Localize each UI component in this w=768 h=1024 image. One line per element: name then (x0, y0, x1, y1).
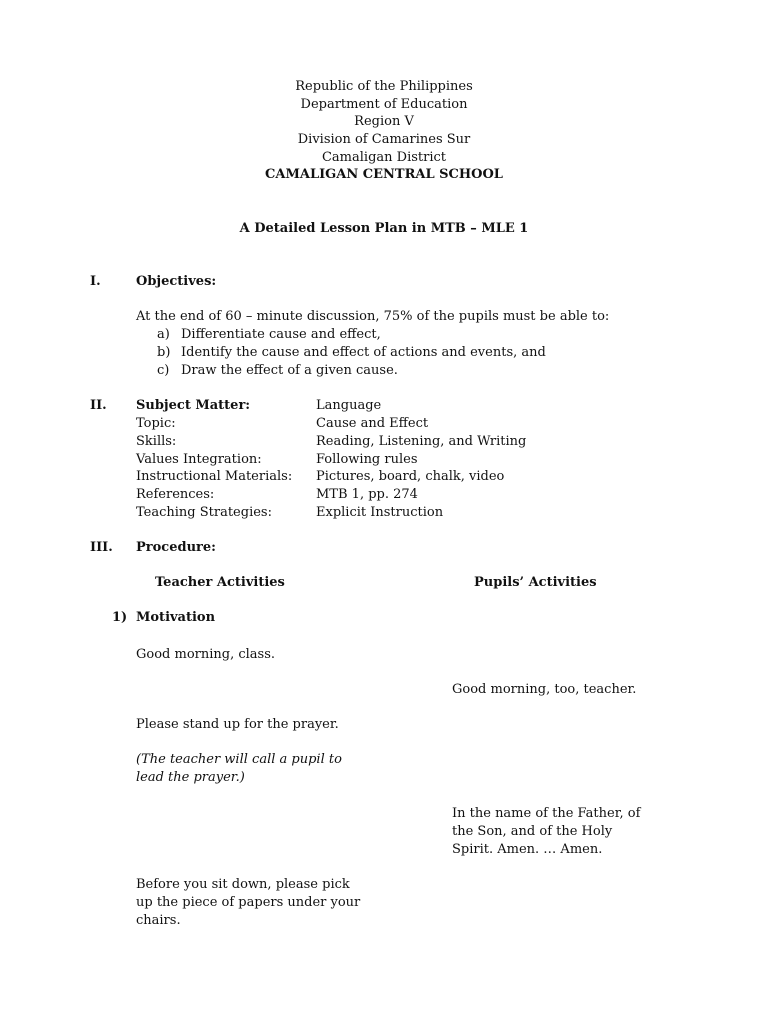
subject-matter-value: Language (316, 398, 382, 413)
objective-item: Differentiate cause and effect, (181, 327, 381, 342)
objective-letter: a) (157, 327, 170, 342)
teacher-note-line: lead the prayer.) (136, 770, 245, 785)
references-label: References: (136, 487, 215, 502)
header-district: Camaligan District (321, 150, 447, 165)
header-division: Division of Camarines Sur (297, 132, 471, 147)
document-title: A Detailed Lesson Plan in MTB – MLE 1 (239, 221, 529, 236)
pupils-activities-header: Pupils’ Activities (474, 575, 597, 590)
objective-item: Draw the effect of a given cause. (181, 363, 398, 378)
objective-letter: b) (157, 345, 171, 360)
objectives-intro: At the end of 60 – minute discussion, 75% of the pupils must be able to: (136, 309, 610, 324)
topic-label: Topic: (136, 416, 176, 431)
skills-value: Reading, Listening, and Writing (316, 434, 527, 449)
objective-item: Identify the cause and effect of actions and events, and (181, 345, 546, 360)
skills-label: Skills: (136, 434, 177, 449)
topic-value: Cause and Effect (316, 416, 429, 431)
teacher-activities-header: Teacher Activities (155, 575, 285, 590)
pupils-prayer-line: Spirit. Amen. … Amen. (452, 842, 603, 857)
teaching-strategies-label: Teaching Strategies: (136, 505, 272, 520)
teacher-pickup-line: up the piece of papers under your (136, 895, 361, 910)
instructional-materials-label: Instructional Materials: (136, 469, 293, 484)
header-department: Department of Education (300, 97, 468, 112)
pupils-prayer-line: In the name of the Father, of (452, 806, 641, 821)
teacher-greeting: Good morning, class. (136, 647, 276, 662)
objectives-numeral: I. (90, 274, 101, 289)
teacher-pickup-line: chairs. (136, 913, 181, 928)
instructional-materials-value: Pictures, board, chalk, video (316, 469, 505, 484)
header-region: Region V (354, 114, 414, 129)
objectives-heading: Objectives: (136, 274, 217, 289)
step-motivation: Motivation (136, 610, 216, 625)
subject-matter-numeral: II. (90, 398, 107, 413)
teacher-prayer-instruction: Please stand up for the prayer. (136, 717, 339, 732)
objective-letter: c) (157, 363, 170, 378)
step-number: 1) (112, 610, 128, 625)
teacher-note-line: (The teacher will call a pupil to (136, 752, 342, 767)
pupils-greeting: Good morning, too, teacher. (452, 682, 637, 697)
values-integration-value: Following rules (316, 452, 418, 467)
teaching-strategies-value: Explicit Instruction (316, 505, 444, 520)
pupils-prayer-line: the Son, and of the Holy (452, 824, 613, 839)
values-integration-label: Values Integration: (136, 452, 262, 467)
subject-matter-label: Subject Matter: (136, 398, 251, 413)
header-republic: Republic of the Philippines (295, 79, 473, 94)
teacher-pickup-line: Before you sit down, please pick (136, 877, 350, 892)
school-name: CAMALIGAN CENTRAL SCHOOL (265, 167, 503, 182)
procedure-numeral: III. (90, 540, 113, 555)
references-value: MTB 1, pp. 274 (316, 487, 418, 502)
procedure-heading: Procedure: (136, 540, 216, 555)
